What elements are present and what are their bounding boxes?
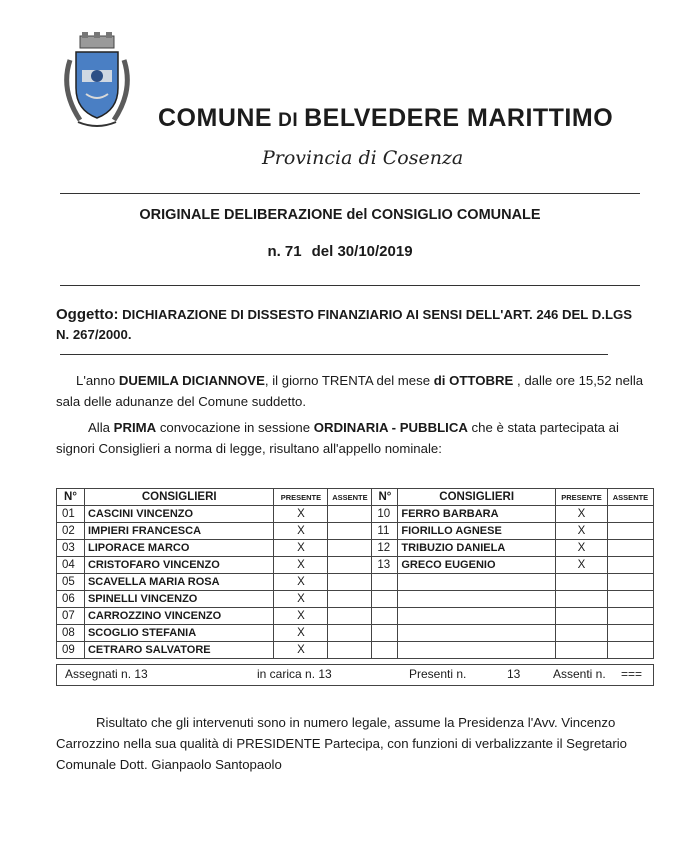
member-present: X: [556, 557, 608, 574]
member-present: X: [274, 591, 328, 608]
absent-label: Assenti n.: [553, 667, 606, 681]
session-type: ORDINARIA - PUBBLICA: [313, 420, 468, 435]
member-name: CARROZZINO VINCENZO: [84, 608, 273, 625]
session-text-1: Alla: [88, 420, 114, 435]
table-row: [57, 506, 654, 523]
member-name: CETRARO SALVATORE: [84, 642, 273, 659]
member-number: 09: [57, 642, 85, 659]
member-name: FIORILLO AGNESE: [398, 523, 556, 540]
member-name: CRISTOFARO VINCENZO: [84, 557, 273, 574]
member-number: [372, 608, 398, 625]
member-name: GRECO EUGENIO: [398, 557, 556, 574]
member-present: X: [274, 523, 328, 540]
table-row: [57, 574, 654, 591]
member-name: LIPORACE MARCO: [84, 540, 273, 557]
member-name: [398, 591, 556, 608]
member-name: [398, 642, 556, 659]
member-absent: [607, 608, 653, 625]
member-name: TRIBUZIO DANIELA: [398, 540, 556, 557]
divider-mid: [60, 285, 640, 286]
member-absent: [328, 523, 372, 540]
deliberation-date: del 30/10/2019: [311, 243, 413, 260]
subject: [56, 305, 646, 345]
member-present: [556, 642, 608, 659]
intro-text-1: L'anno: [76, 373, 119, 388]
member-number: 04: [57, 557, 85, 574]
member-present: [556, 591, 608, 608]
table-row: [57, 642, 654, 659]
member-present: [556, 608, 608, 625]
member-present: X: [274, 642, 328, 659]
session-convocation: PRIMA: [113, 420, 157, 435]
header-present-right: PRESENTE: [556, 489, 608, 506]
member-number: 06: [57, 591, 85, 608]
member-number: 08: [57, 625, 85, 642]
member-absent: [607, 540, 653, 557]
coat-of-arms-icon: [58, 30, 136, 130]
document-number: [0, 243, 680, 260]
member-absent: [607, 574, 653, 591]
member-name: FERRO BARBARA: [398, 506, 556, 523]
header-absent-right: ASSENTE: [607, 489, 653, 506]
member-number: [372, 574, 398, 591]
divider-top: [60, 193, 640, 194]
municipality-place: BELVEDERE MARITTIMO: [304, 104, 614, 132]
intro-text-3: , dalle ore 15,52 nella sala delle adunanze del Comune suddetto.: [56, 373, 644, 409]
member-absent: [607, 506, 653, 523]
member-number: 10: [372, 506, 398, 523]
intro-year: DUEMILA DICIANNOVE: [118, 373, 265, 388]
table-row: [57, 608, 654, 625]
table-row: [57, 523, 654, 540]
member-absent: [328, 574, 372, 591]
member-number: 05: [57, 574, 85, 591]
header-num-left: N°: [57, 489, 85, 506]
member-name: [398, 608, 556, 625]
member-name: [398, 574, 556, 591]
subject-text: DICHIARAZIONE DI DISSESTO FINANZIARIO AI SENSI DELL'ART. 246 DEL D.LGS N. 267/2000.: [56, 307, 633, 342]
subject-label: Oggetto:: [56, 306, 119, 323]
in-office-count: in carica n. 13: [257, 667, 332, 681]
member-name: SCAVELLA MARIA ROSA: [84, 574, 273, 591]
member-name: SCOGLIO STEFANIA: [84, 625, 273, 642]
member-absent: [328, 625, 372, 642]
member-absent: [328, 540, 372, 557]
municipality-word: COMUNE: [158, 104, 273, 132]
member-present: X: [274, 540, 328, 557]
member-number: 03: [57, 540, 85, 557]
member-present: X: [274, 625, 328, 642]
table-row: [57, 540, 654, 557]
divider-subject: [60, 354, 608, 355]
table-row: [57, 591, 654, 608]
province-label: Provincia di Cosenza: [262, 147, 464, 169]
member-present: [556, 625, 608, 642]
member-number: [372, 625, 398, 642]
session-text-3: che è stata partecipata ai signori Consiglieri a norma di legge, risultano all'appello nominale:: [56, 420, 619, 456]
member-present: X: [274, 557, 328, 574]
member-absent: [607, 591, 653, 608]
header-num-right: N°: [372, 489, 398, 506]
municipality-heading: [158, 104, 613, 133]
table-row: [57, 557, 654, 574]
present-count: 13: [507, 667, 521, 681]
attendance-summary: [56, 664, 654, 686]
member-absent: [607, 642, 653, 659]
document-title: ORIGINALE DELIBERAZIONE del CONSIGLIO COMUNALE: [139, 207, 541, 223]
member-absent: [328, 557, 372, 574]
intro-paragraph-session: [56, 417, 646, 459]
member-present: X: [556, 506, 608, 523]
member-present: X: [556, 523, 608, 540]
member-number: 01: [57, 506, 85, 523]
member-absent: [607, 557, 653, 574]
intro-month: di OTTOBRE: [433, 373, 514, 388]
absent-count: ===: [621, 667, 643, 681]
intro-paragraph-date: [56, 370, 646, 412]
member-number: 11: [372, 523, 398, 540]
attendance-table: [56, 488, 654, 659]
member-name: CASCINI VINCENZO: [84, 506, 273, 523]
member-present: X: [274, 574, 328, 591]
header-present-left: PRESENTE: [274, 489, 328, 506]
table-header-row: [57, 489, 654, 506]
header-councillors-right: CONSIGLIERI: [398, 489, 556, 506]
member-name: SPINELLI VINCENZO: [84, 591, 273, 608]
assigned-count: Assegnati n. 13: [65, 667, 148, 681]
municipality-di: DI: [278, 110, 299, 131]
member-absent: [328, 506, 372, 523]
present-label: Presenti n.: [409, 667, 467, 681]
member-absent: [328, 608, 372, 625]
member-number: [372, 591, 398, 608]
member-name: IMPIERI FRANCESCA: [84, 523, 273, 540]
member-name: [398, 625, 556, 642]
member-absent: [328, 642, 372, 659]
member-present: X: [274, 608, 328, 625]
closing-paragraph: Risultato che gli intervenuti sono in numero legale, assume la Presidenza l'Avv. Vincenzo Carrozzino nella sua qualità di PRESIDENTE Partecipa, con funzioni di verbalizzante il Segretario Comunale Dott. Gianpaolo Santopaolo: [56, 715, 628, 772]
member-number: 02: [57, 523, 85, 540]
table-row: [57, 625, 654, 642]
member-present: X: [274, 506, 328, 523]
header-absent-left: ASSENTE: [328, 489, 372, 506]
member-number: 07: [57, 608, 85, 625]
deliberation-number: n. 71: [267, 243, 302, 260]
member-absent: [607, 523, 653, 540]
member-absent: [607, 625, 653, 642]
header-councillors-left: CONSIGLIERI: [84, 489, 273, 506]
member-present: [556, 574, 608, 591]
session-text-2: convocazione in sessione: [156, 420, 314, 435]
member-number: [372, 642, 398, 659]
member-present: X: [556, 540, 608, 557]
member-absent: [328, 591, 372, 608]
intro-text-2: , il giorno TRENTA del mese: [264, 373, 434, 388]
member-number: 12: [372, 540, 398, 557]
member-number: 13: [372, 557, 398, 574]
